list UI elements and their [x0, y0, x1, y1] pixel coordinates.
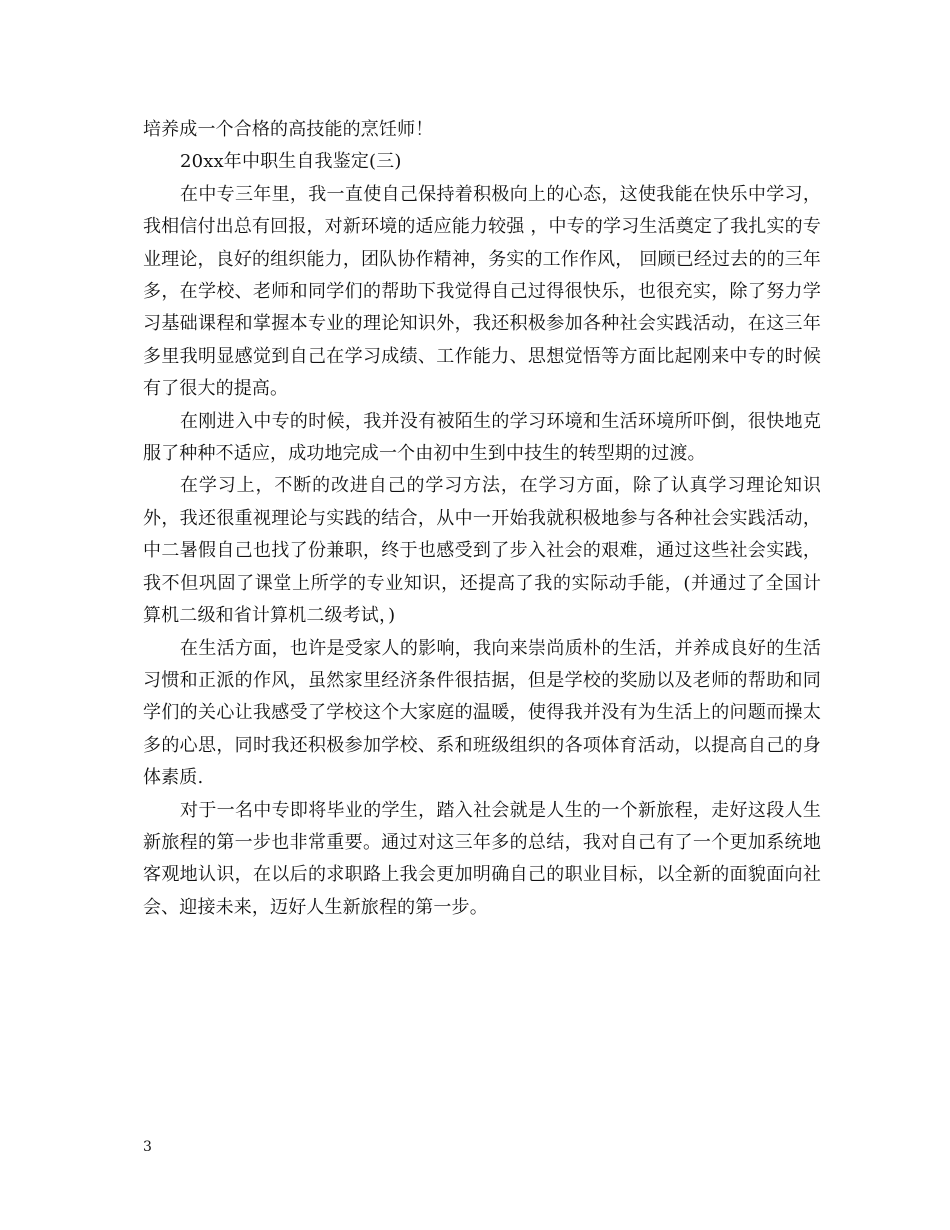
paragraph-conclusion: 对于一名中专即将毕业的学生，踏入社会就是人生的一个新旅程，走好这段人生新旅程的第一步也非常重要。通过对这三年多的总结，我对自己有了一个更加系统地客观地认识，在以后的求职路上我会更加明确自己的职业目标，以全新的面貌面向社会、迎接未来，迈好人生新旅程的第一步。 [143, 799, 821, 918]
document-body [143, 114, 821, 924]
paragraph-adaptation: 在刚进入中专的时候，我并没有被陌生的学习环境和生活环境所吓倒，很快地克服了种种不适应，成功地完成一个由初中生到中技生的转型期的过渡。 [143, 410, 821, 465]
paragraph-continuation: 培养成一个合格的高技能的烹饪师！ [143, 119, 434, 140]
paragraph-intro: 在中专三年里，我一直使自己保持着积极向上的心态，这使我能在快乐中学习，我相信付出总有回报，对新环境的适应能力较强 ，中专的学习生活奠定了我扎实的专业理论，良好的组织能力，团队协作精神，务实的工作作风， 回顾已经过去的的三年多，在学校、老师和同学们的帮助下我觉得自己过得很快乐，也很充实，除了努力学习基础课程和掌握本专业的理论知识外，我还积极参加各种社会实践活动，在这三年多里我明显感觉到自己在学习成绩、工作能力、思想觉悟等方面比起刚来中专的时候有了很大的提高。 [143, 183, 821, 400]
page-number: 3 [143, 1139, 152, 1155]
section-heading: 20xx年中职生自我鉴定(三) [180, 151, 402, 173]
paragraph-study: 在学习上，不断的改进自己的学习方法，在学习方面，除了认真学习理论知识外，我还很重视理论与实践的结合，从中一开始我就积极地参与各种社会实践活动，中二暑假自己也找了份兼职，终于也感受到了步入社会的艰难，通过这些社会实践，我不但巩固了课堂上所学的专业知识，还提高了我的实际动手能，(并通过了全国计算机二级和省计算机二级考试，) [143, 475, 821, 627]
paragraph-life: 在生活方面，也许是受家人的影响，我向来崇尚质朴的生活，并养成良好的生活习惯和正派的作风，虽然家里经济条件很拮据，但是学校的奖励以及老师的帮助和同学们的关心让我感受了学校这个大家庭的温暖，使得我并没有为生活上的问题而操太多的心思，同时我还积极参加学校、系和班级组织的各项体育活动，以提高自己的身体素质. [143, 637, 821, 789]
